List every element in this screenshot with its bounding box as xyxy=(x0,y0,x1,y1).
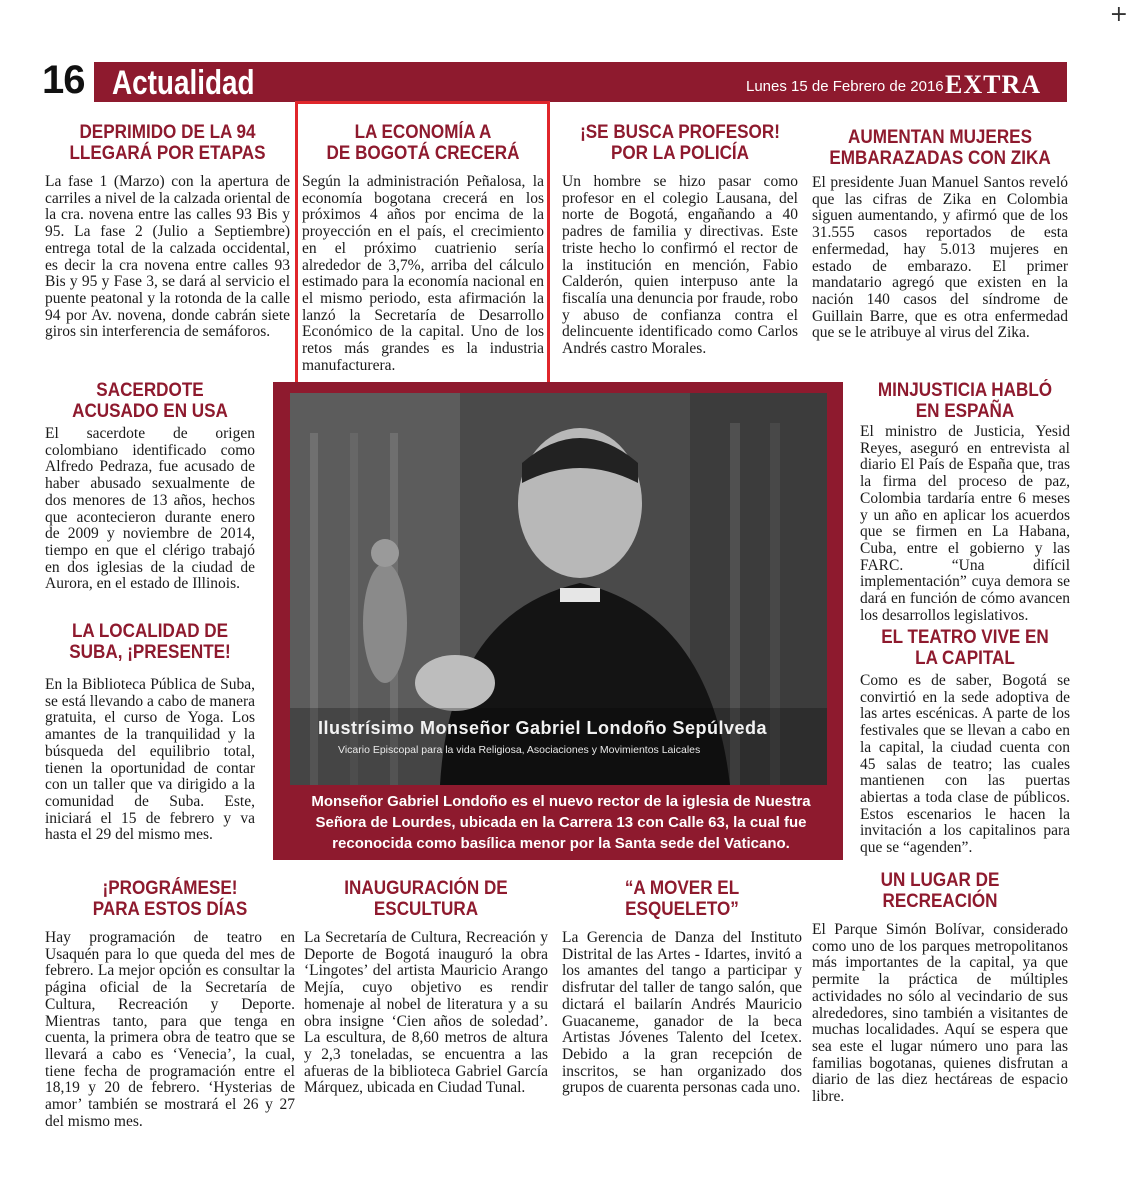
article-body: El sacerdote de origen colombiano identificado como Alfredo Pedraza, fue acusado de haber abusado sexualmente de dos menores de 13 años, hechos que acontecieron durante enero de 2009 y noviembre de 2014, tiempo en que el clérigo trabajó en dos iglesias de la ciudad de Aurora, en el estado de Illinois. xyxy=(45,425,255,593)
article-suba xyxy=(45,621,255,844)
article-deprimido xyxy=(45,122,290,341)
article-body: El Parque Simón Bolívar, considerado como uno de los parques metropolitanos más importantes de la capital, ya que permite la práctica de múltiples actividades no sólo al vecindario de sus alrededores, sino también a visitantes de muchas localidades. Aquí se espera que sea este el lugar número uno para las familias bogotanas, quienes disfrutan a diario de las diez hectáreas de espacio libre. xyxy=(812,921,1068,1106)
photo-person-name: Ilustrísimo Monseñor Gabriel Londoño Sepúlveda xyxy=(318,718,768,738)
article-sacerdote xyxy=(45,380,255,593)
article-body: La Gerencia de Danza del Instituto Distrital de las Artes - Idartes, invitó a los amantes del tango a participar y disfrutar del taller de tango salón, que dictará el bailarín Andrés Mauricio Guacaneme, ganador de la beca Artistas Jóvenes Talento del Icetex. Debido a la gran recepción de inscritos, se han organizado dos grupos de cuarenta personas cada uno. xyxy=(562,929,802,1097)
article-recreacion xyxy=(812,870,1068,1106)
article-body: La fase 1 (Marzo) con la apertura de carriles a nivel de la calzada oriental de la cra. novena entre las calles 93 Bis y 95. La fase 2 (Julio a Septiembre) entrega total de la calzada occidental, es decir la cra novena entre calles 93 Bis y 95 y Fase 3, se dará al servicio el puente peatonal y la rotonda de la calle 94 por Av. novena, donde cabrán siete giros sin interferencia de semáforos. xyxy=(45,173,290,341)
article-body: Según la administración Peñalosa, la economía bogotana crecerá en los próximos 4 años por encima de la proyección en el país, el crecimiento en el próximo cuatrienio sería alrededor de 3,7%, arriba del cálculo estimado para la economía nacional en el mismo periodo, esta afirmación la lanzó la Secretaría de Desarrollo Económico de la capital. Uno de los retos más grandes es la industria manufacturera. xyxy=(302,173,544,374)
article-body: Como es de saber, Bogotá se convirtió en la sede adoptiva de las artes escénicas. A parte de los festivales que se llevan a cabo en la capital, la ciudad cuenta con 45 salas de teatro; las cuales mantienen con las puertas abiertas a toda clase de públicos. Estos escenarios le hacen la invitación a los capitalinos para que se “agenden”. xyxy=(860,672,1070,857)
article-headline: DEPRIMIDO DE LA 94 LLEGARÁ POR ETAPAS xyxy=(69,122,266,164)
article-headline: UN LUGAR DE RECREACIÓN xyxy=(880,870,1000,912)
article-headline: MINJUSTICIA HABLÓ EN ESPAÑA xyxy=(877,380,1053,422)
article-zika xyxy=(812,127,1068,342)
article-headline: INAUGURACIÓN DE ESCULTURA xyxy=(344,878,508,920)
article-headline: “A MOVER EL ESQUELETO” xyxy=(624,878,740,920)
article-body: El presidente Juan Manuel Santos reveló que las cifras de Zika en Colombia siguen aumentando, y afirmó que de los 31.555 casos reportados de esta enfermedad, hay 5.013 mujeres en estado de embarazo. El primer mandatario agregó que existen en la nación 140 casos del síndrome de Guillain Barre, que es otra enfermedad que se le atribuye al virus del Zika. xyxy=(812,174,1068,342)
article-headline: EL TEATRO VIVE EN LA CAPITAL xyxy=(881,627,1049,669)
article-headline: AUMENTAN MUJERES EMBARAZADAS CON ZIKA xyxy=(829,127,1051,169)
article-minjusticia xyxy=(860,380,1070,624)
article-headline: LA ECONOMÍA A DE BOGOTÁ CRECERÁ xyxy=(326,122,520,164)
article-body: El ministro de Justicia, Yesid Reyes, aseguró en entrevista al diario El País de España que, tras la firma del proceso de paz, Colombia tardaría entre 6 meses y un año en aplicar los acuerdos que se firmen en La Habana, Cuba, entre el gobierno y las FARC. “Una difícil implementación” cuya demora se dará en función de cómo avancen los desarrollos legislativos. xyxy=(860,423,1070,624)
photo-caption: Monseñor Gabriel Londoño es el nuevo rector de la iglesia de Nuestra Señora de Lourdes, ubicada en la Carrera 13 con Calle 63, la cual fue reconocida como basílica menor por la Santa sede del Vaticano. xyxy=(311,793,811,852)
section-title: Actualidad xyxy=(112,64,255,102)
article-teatro xyxy=(860,627,1070,857)
article-economia xyxy=(302,122,544,374)
article-body: En la Biblioteca Pública de Suba, se está llevando a cabo de manera gratuita, el curso de Yoga. Los amantes de la tranquilidad y la búsqueda del equilibrio total, tienen la oportunidad de contar con un taller que va dirigido a la comunidad de Suba. Este, iniciará el 15 de febrero y va hasta el 29 del mismo mes. xyxy=(45,676,256,844)
article-esqueleto xyxy=(562,878,802,1097)
article-headline: ¡PROGRÁMESE! PARA ESTOS DÍAS xyxy=(92,878,248,920)
article-escultura xyxy=(304,878,548,1097)
article-profesor xyxy=(562,122,798,358)
article-headline: SACERDOTE ACUSADO EN USA xyxy=(72,380,228,422)
photo-person-title: Vicario Episcopal para la vida Religiosa, Asociaciones y Movimientos Laicales xyxy=(338,744,701,756)
article-programese xyxy=(45,878,295,1130)
newspaper-logo: EXTRA xyxy=(945,70,1042,99)
page-number: 16 xyxy=(42,58,94,102)
article-body: Un hombre se hizo pasar como profesor en el colegio Lausana, del norte de Bogotá, engañando a 40 padres de familia y directivas. Este triste hecho lo confirmó el rector de la institución en mención, Fabio Calderón, quien interpuso ante la fiscalía una denuncia por fraude, robo y abuso de confianza contra el delincuente identificado como Carlos Andrés castro Morales. xyxy=(562,173,798,358)
crop-mark-icon: + xyxy=(1109,2,1128,27)
issue-date: Lunes 15 de Febrero de 2016 xyxy=(746,78,944,95)
article-body: La Secretaría de Cultura, Recreación y Deporte de Bogotá inauguró la obra ‘Lingotes’ del artista Mauricio Arango Mejía, cuyo objetivo es rendir homenaje al nobel de literatura y a su obra insigne ‘Cien años de soledad’. La escultura, de 8,60 metros de altura y 2,3 toneladas, se encuentra a las afueras de la biblioteca Gabriel García Márquez, ubicada en Ciudad Tunal. xyxy=(304,929,548,1097)
article-headline: ¡SE BUSCA PROFESOR! POR LA POLICÍA xyxy=(580,122,780,164)
article-body: Hay programación de teatro en Usaquén para lo que queda del mes de febrero. La mejor opción es consultar la página oficial de la Secretaría de Cultura, Recreación y Deporte. Mientras tanto, para que tenga en cuenta, la primera obra de teatro que se llevará a cabo es ‘Venecia’, la cual, tiene fecha de programación entre el 18,19 y 20 de febrero. ‘Hysterias de amor’ también se mostrará el 26 y 27 del mismo mes. xyxy=(45,929,295,1130)
article-headline: LA LOCALIDAD DE SUBA, ¡PRESENTE! xyxy=(69,621,231,663)
